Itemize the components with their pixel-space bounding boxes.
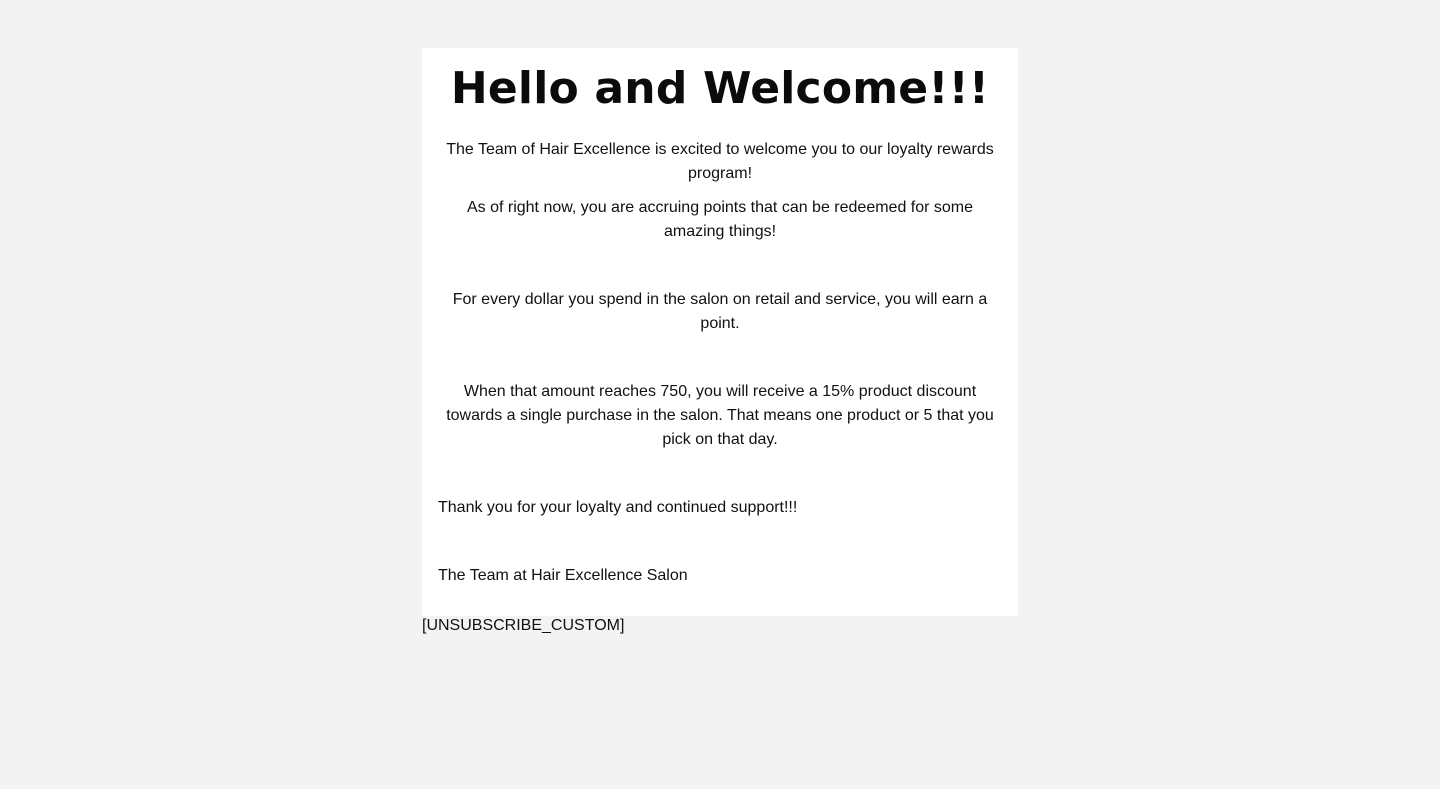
accruing-points-paragraph: As of right now, you are accruing points that can be redeemed for some amazing things! — [466, 199, 974, 240]
email-headline: Hello and Welcome!!! — [450, 63, 990, 114]
signature: The Team at Hair Excellence Salon — [438, 567, 688, 584]
unsubscribe-link[interactable]: [UNSUBSCRIBE_CUSTOM] — [422, 617, 625, 634]
reward-details-paragraph: When that amount reaches 750, you will receive a 15% product discount towards a single purchase in the salon. That means one product or 5 that you pick on that day. — [446, 383, 994, 448]
email-card — [422, 48, 1018, 616]
earn-points-paragraph: For every dollar you spend in the salon on retail and service, you will earn a point. — [452, 291, 988, 332]
intro-paragraph: The Team of Hair Excellence is excited to welcome you to our loyalty rewards program! — [446, 141, 994, 182]
thank-you-paragraph: Thank you for your loyalty and continued support!!! — [438, 499, 798, 516]
